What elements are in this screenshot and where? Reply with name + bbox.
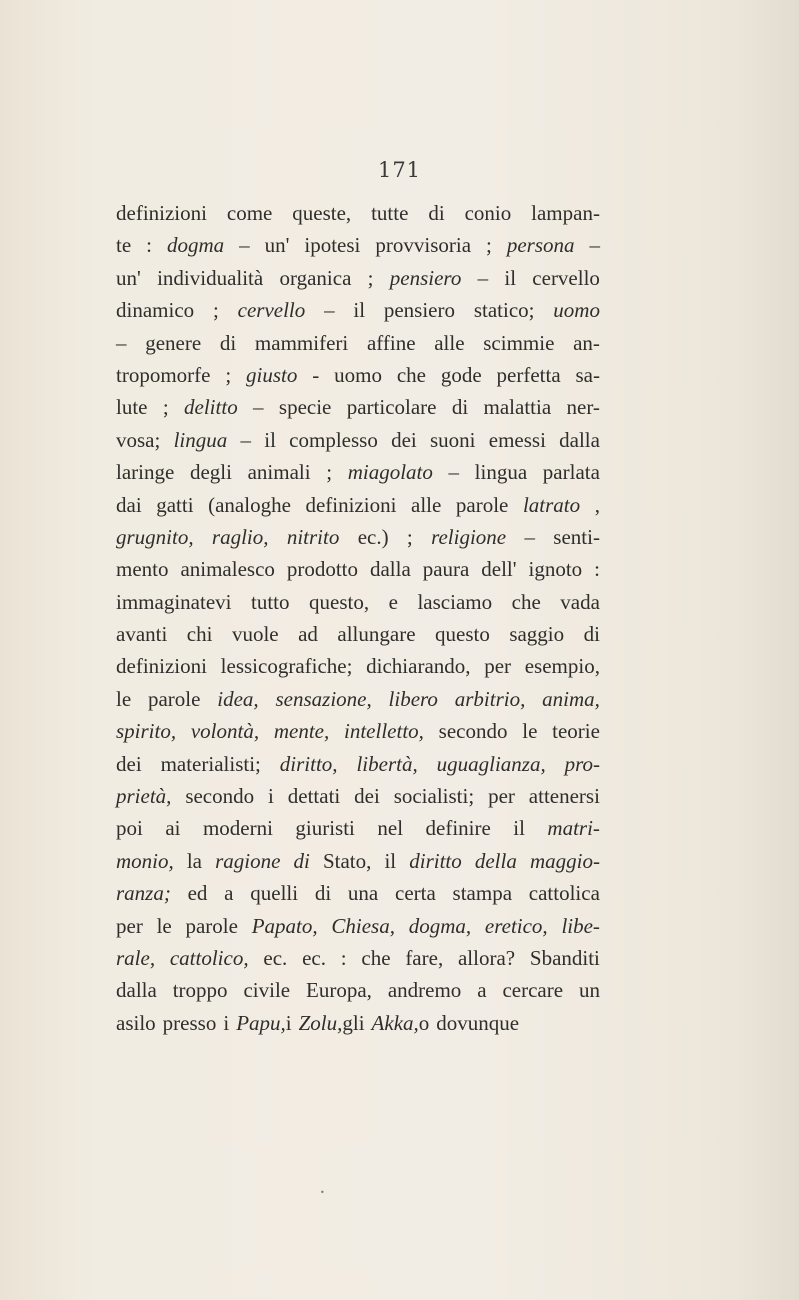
word: lasciamo: [417, 589, 493, 614]
word: an-: [573, 330, 600, 355]
word: e: [388, 589, 398, 614]
text-line: [116, 1007, 600, 1039]
word: una: [347, 881, 379, 906]
word: dell': [481, 557, 517, 582]
italic-word: monio,: [116, 848, 174, 873]
word: i: [223, 1010, 230, 1035]
word: come: [226, 201, 273, 225]
italic-word: di: [293, 848, 310, 873]
word: per: [116, 913, 143, 938]
italic-word: diritto: [409, 848, 462, 873]
word: –: [240, 427, 251, 452]
word: chi: [186, 622, 213, 647]
text-line: [116, 229, 600, 261]
word: il: [504, 265, 517, 290]
italic-word: miagolato: [347, 460, 433, 485]
text-line: [116, 521, 600, 553]
word: allora?: [457, 945, 516, 970]
footer-mark: •: [320, 1188, 325, 1197]
word: uomo: [334, 362, 382, 387]
word: tutto: [251, 589, 290, 614]
word: ;: [225, 362, 232, 387]
word: dei: [116, 751, 142, 776]
text-line: [116, 197, 600, 229]
word: –: [239, 233, 250, 258]
word: i: [285, 1010, 292, 1035]
word: tropomorfe: [116, 362, 211, 387]
word: ec.: [302, 945, 326, 970]
text-line: [116, 262, 600, 294]
word: queste,: [292, 201, 352, 225]
text-line: [116, 910, 600, 942]
body-text: [116, 197, 600, 1039]
text-line: [116, 489, 600, 521]
italic-word: ragione: [215, 848, 281, 873]
word: avanti: [116, 622, 168, 647]
word: materialisti;: [160, 751, 261, 776]
word: senti-: [553, 524, 600, 549]
word: lampan-: [531, 201, 600, 225]
text-line: [116, 327, 600, 359]
text-line: [116, 650, 600, 682]
italic-word: arbitrio,: [454, 686, 526, 711]
italic-word: Zolu,: [298, 1010, 343, 1035]
italic-word: nitrito: [286, 524, 340, 549]
text-line: [116, 942, 600, 974]
word: di: [219, 330, 237, 355]
word: lute: [116, 395, 148, 420]
italic-word: eretico,: [484, 913, 548, 938]
word: cercare: [502, 978, 564, 1003]
word: di: [451, 395, 469, 420]
word: che: [361, 945, 391, 970]
word: –: [324, 298, 335, 323]
italic-word: pensiero: [389, 265, 462, 290]
word: ner-: [566, 395, 600, 420]
text-line: [116, 359, 600, 391]
word: ad: [298, 622, 318, 647]
text-line: [116, 618, 600, 650]
word: un': [264, 233, 290, 258]
word: a: [477, 978, 487, 1003]
word: particolare: [346, 395, 437, 420]
word: definire: [425, 816, 491, 841]
word: poi: [116, 816, 143, 841]
word: Stato,: [322, 848, 372, 873]
word: –: [524, 524, 535, 549]
italic-word: sensazione,: [275, 686, 372, 711]
italic-word: ranza;: [116, 881, 171, 906]
text-line: [116, 748, 600, 780]
italic-word: cervello: [237, 298, 306, 323]
word: paura: [422, 557, 470, 582]
word: ;: [326, 460, 333, 485]
word: lingua: [474, 460, 528, 485]
word: definizioni: [305, 492, 397, 517]
word: questo,: [309, 589, 370, 614]
italic-word: Papu,: [236, 1010, 286, 1035]
word: cervello: [532, 265, 600, 290]
italic-word: mente,: [273, 719, 330, 744]
word: di: [583, 622, 600, 647]
word: affine: [366, 330, 416, 355]
italic-word: uguaglianza,: [436, 751, 546, 776]
italic-word: maggio-: [529, 848, 600, 873]
word: emessi: [488, 427, 546, 452]
word: animali: [247, 460, 311, 485]
word: il: [513, 816, 525, 841]
italic-word: Akka,: [371, 1010, 419, 1035]
word: socialisti;: [393, 784, 475, 809]
word: le: [522, 719, 538, 744]
word: di: [314, 881, 332, 906]
word: dettati: [287, 784, 341, 809]
word: parole: [185, 913, 238, 938]
italic-word: matri-: [547, 816, 600, 841]
word: alle: [434, 330, 465, 355]
word: organica: [279, 265, 352, 290]
word: immaginatevi: [116, 589, 232, 614]
word: ;: [406, 524, 413, 549]
word: ec.: [263, 945, 288, 970]
word: dai: [116, 492, 142, 517]
italic-word: persona: [506, 233, 575, 258]
text-line: [116, 294, 600, 326]
italic-word: intelletto,: [344, 719, 424, 744]
word: alle: [411, 492, 442, 517]
word: troppo: [172, 978, 228, 1003]
word: che: [511, 589, 541, 614]
word: civile: [243, 978, 291, 1003]
word: –: [589, 233, 600, 258]
italic-word: rale,: [116, 945, 156, 970]
word: Europa,: [306, 978, 372, 1003]
word: un': [116, 265, 141, 290]
italic-word: pro-: [564, 751, 600, 776]
italic-word: cattolico,: [169, 945, 249, 970]
text-line: [116, 812, 600, 844]
italic-word: volontà,: [190, 719, 260, 744]
word: ignoto: [528, 557, 583, 582]
word: degli: [189, 460, 232, 485]
italic-word: spirito,: [116, 719, 177, 744]
word: genere: [145, 330, 202, 355]
italic-word: lingua: [173, 427, 228, 452]
word: sa-: [575, 362, 600, 387]
word: ;: [367, 265, 374, 290]
word: conio: [464, 201, 512, 225]
text-line: [116, 845, 600, 877]
italic-word: anima,: [542, 686, 600, 711]
word: questo: [435, 622, 490, 647]
italic-word: dogma,: [408, 913, 472, 938]
text-line: [116, 715, 600, 747]
word: fare,: [405, 945, 444, 970]
italic-word: grugnito,: [116, 524, 194, 549]
italic-word: libe-: [561, 913, 600, 938]
word: saggio: [509, 622, 565, 647]
italic-word: della: [474, 848, 517, 873]
italic-word: uomo: [553, 298, 600, 323]
word: dalla: [116, 978, 157, 1003]
word: la: [186, 848, 202, 873]
text-line: [116, 974, 600, 1006]
italic-word: Papato,: [251, 913, 318, 938]
word: teorie: [552, 719, 600, 744]
word: :: [146, 233, 152, 258]
italic-word: delitto: [184, 395, 238, 420]
word: dichiarando,: [366, 654, 471, 679]
word: gode: [440, 362, 482, 387]
word: ;: [486, 233, 492, 258]
word: –: [477, 265, 489, 290]
word: o: [418, 1010, 430, 1035]
word: andremo: [387, 978, 462, 1003]
word: lessicografiche;: [220, 654, 353, 679]
word: il: [353, 298, 366, 323]
word: le: [116, 686, 132, 711]
word: vuole: [231, 622, 279, 647]
italic-word: giusto: [246, 362, 298, 387]
word: asilo: [116, 1010, 156, 1035]
word: definizioni: [116, 201, 207, 225]
italic-word: prietà,: [116, 784, 172, 809]
word: scimmie: [483, 330, 555, 355]
italic-word: Chiesa,: [331, 913, 395, 938]
word: :: [340, 945, 347, 970]
word: suoni: [429, 427, 476, 452]
word: attenersi: [528, 784, 600, 809]
word: dovunque: [436, 1010, 520, 1035]
word: malattia: [483, 395, 552, 420]
word: il: [264, 427, 276, 452]
text-line: [116, 683, 600, 715]
word: gatti: [156, 492, 194, 517]
word: il: [384, 848, 397, 873]
word: allungare: [337, 622, 416, 647]
word: moderni: [202, 816, 273, 841]
word: complesso: [289, 427, 378, 452]
text-line: [116, 391, 600, 423]
word: ;: [212, 298, 219, 323]
word: parole: [455, 492, 509, 517]
word: –: [448, 460, 460, 485]
word: gli: [342, 1010, 365, 1035]
word: i: [268, 784, 274, 809]
word: cattolica: [528, 881, 600, 906]
word: definizioni: [116, 654, 207, 679]
word: statico;: [473, 298, 535, 323]
text-line: [116, 586, 600, 618]
word: ,: [594, 492, 600, 517]
word: presso: [162, 1010, 217, 1035]
word: secondo: [438, 719, 508, 744]
word: -: [312, 362, 320, 387]
word: vada: [560, 589, 600, 614]
word: (analoghe: [208, 492, 291, 517]
word: mento: [116, 557, 169, 582]
word: dalla: [369, 557, 411, 582]
text-line: [116, 456, 600, 488]
word: te: [116, 233, 132, 258]
word: ;: [162, 395, 169, 420]
word: laringe: [116, 460, 175, 485]
word: pensiero: [383, 298, 456, 323]
word: certa: [395, 881, 436, 906]
page-number: 171: [377, 158, 422, 182]
word: un: [578, 978, 600, 1003]
word: stampa: [452, 881, 513, 906]
word: per: [484, 654, 512, 679]
text-line: [116, 877, 600, 909]
text-line: [116, 780, 600, 812]
word: ipotesi: [304, 233, 361, 258]
word: dinamico: [116, 298, 195, 323]
word: dei: [354, 784, 380, 809]
word: per: [488, 784, 515, 809]
italic-word: diritto,: [279, 751, 338, 776]
italic-word: raglio,: [211, 524, 269, 549]
word: specie: [278, 395, 332, 420]
word: Sbanditi: [529, 945, 600, 970]
word: –: [116, 330, 127, 355]
word: prodotto: [286, 557, 359, 582]
word: nel: [377, 816, 404, 841]
word: quelli: [250, 881, 299, 906]
italic-word: idea,: [217, 686, 259, 711]
word: che: [396, 362, 426, 387]
word: mammiferi: [254, 330, 349, 355]
word: giuristi: [295, 816, 355, 841]
word: parlata: [542, 460, 600, 485]
word: di: [428, 201, 445, 225]
text-line: [116, 424, 600, 456]
italic-word: dogma: [166, 233, 225, 258]
word: individualità: [157, 265, 264, 290]
word: dalla: [559, 427, 600, 452]
word: ed: [187, 881, 208, 906]
word: a: [224, 881, 234, 906]
word: dei: [391, 427, 417, 452]
italic-word: latrato: [522, 492, 581, 517]
word: parole: [147, 686, 201, 711]
word: tutte: [371, 201, 409, 225]
italic-word: religione: [431, 524, 507, 549]
word: le: [156, 913, 172, 938]
word: secondo: [185, 784, 255, 809]
word: provvisoria: [375, 233, 472, 258]
word: ec.): [357, 524, 389, 549]
word: vosa;: [116, 427, 161, 452]
word: esempio,: [524, 654, 600, 679]
italic-word: libertà,: [356, 751, 418, 776]
word: perfetta: [496, 362, 561, 387]
word: ai: [165, 816, 181, 841]
word: animalesco: [180, 557, 275, 582]
text-line: [116, 553, 600, 585]
word: :: [594, 557, 600, 582]
italic-word: libero: [388, 686, 438, 711]
word: –: [253, 395, 264, 420]
